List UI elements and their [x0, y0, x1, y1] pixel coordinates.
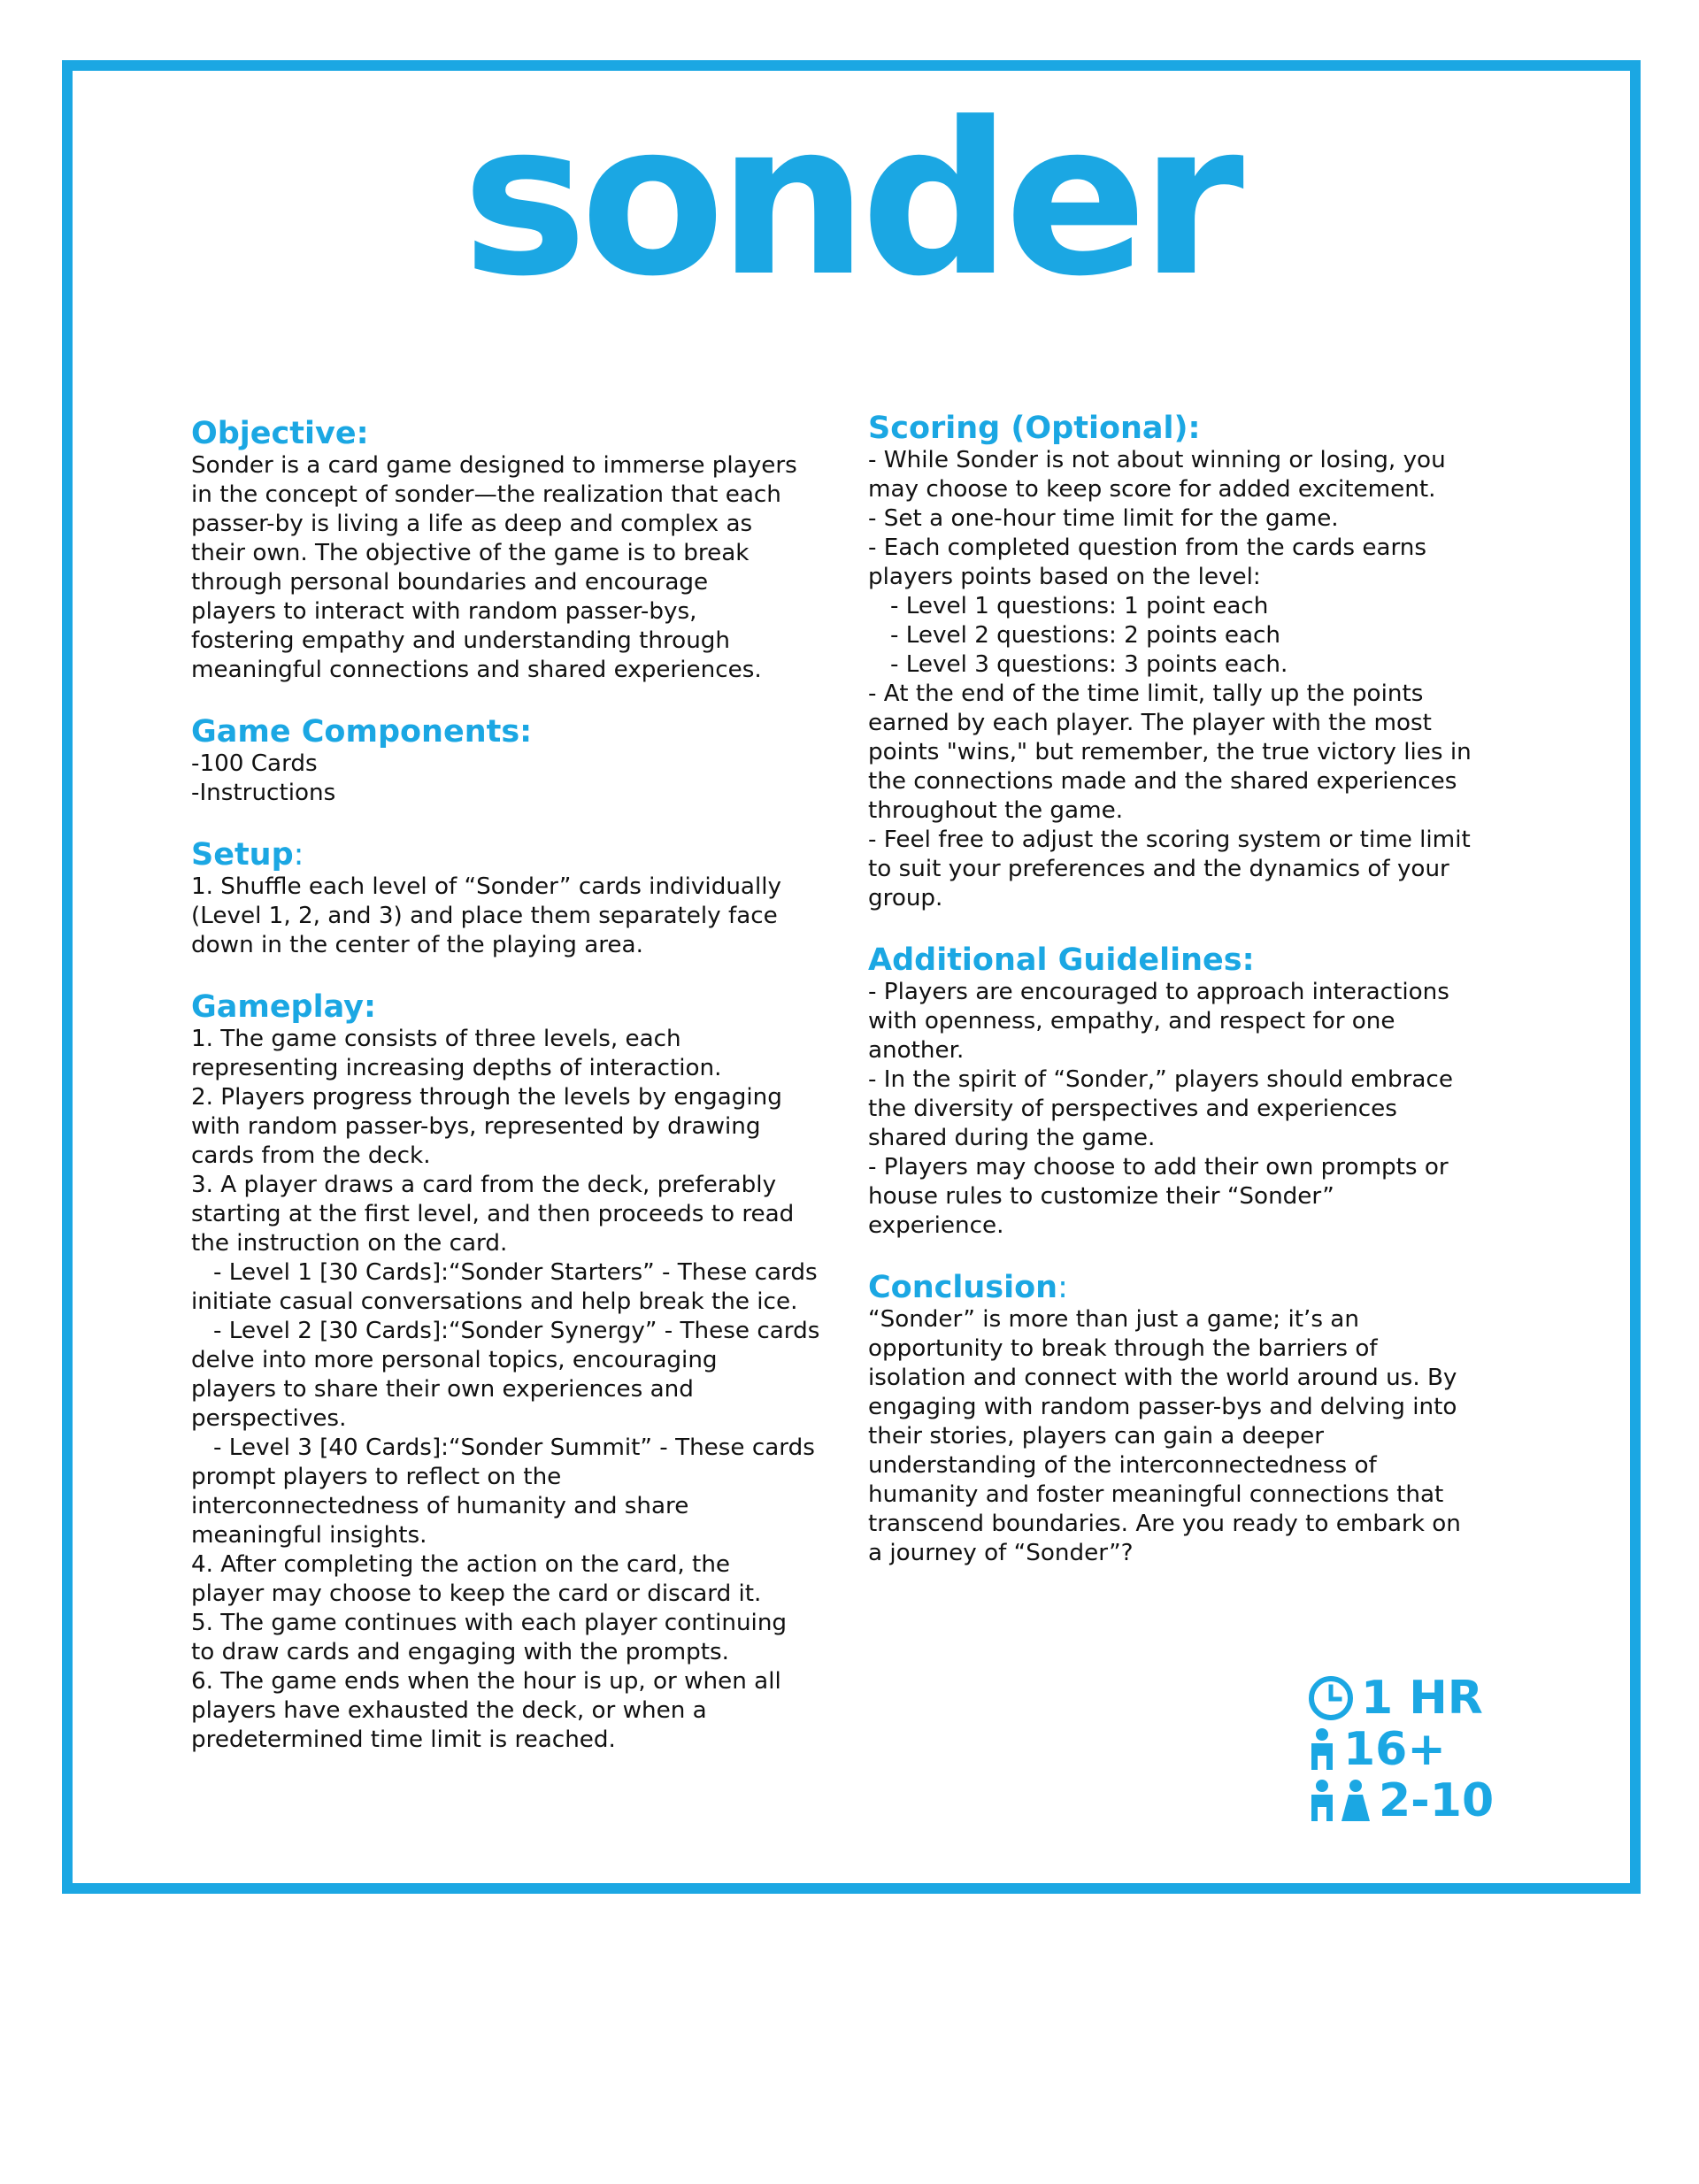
text-line: in the concept of sonder—the realization that each — [191, 481, 781, 508]
clock-icon — [1308, 1675, 1354, 1721]
section-heading — [868, 942, 1514, 978]
text-line: - Players may choose to add their own prompts or — [868, 1154, 1449, 1180]
section-heading — [191, 989, 837, 1025]
age-badge — [1308, 1724, 1538, 1775]
section-heading — [868, 1270, 1514, 1305]
text-line: group. — [868, 885, 943, 911]
section-heading — [191, 837, 837, 873]
section-heading-text: Conclusion — [868, 1270, 1058, 1305]
text-line: - Set a one-hour time limit for the game. — [868, 505, 1339, 532]
text-line: starting at the first level, and then proceeds to read — [191, 1201, 795, 1227]
text-line: players points based on the level: — [868, 564, 1261, 590]
text-line: - Level 1 questions: 1 point each — [868, 593, 1269, 619]
text-line: isolation and connect with the world around us. By — [868, 1365, 1457, 1391]
section-heading-suffix: : — [293, 837, 304, 873]
text-line: points "wins," but remember, the true victory lies in — [868, 739, 1472, 765]
right-column — [868, 411, 1514, 1597]
text-line: - Level 2 [30 Cards]:“Sonder Synergy” - These cards — [191, 1318, 820, 1344]
text-line: -100 Cards — [191, 750, 318, 777]
text-line: 6. The game ends when the hour is up, or when all — [191, 1668, 781, 1695]
text-line: -Instructions — [191, 780, 336, 806]
text-line: a journey of “Sonder”? — [868, 1540, 1134, 1566]
game-logo: sonder — [462, 78, 1237, 323]
text-line: their stories, players can gain a deeper — [868, 1423, 1324, 1450]
text-line: the instruction on the card. — [191, 1230, 508, 1257]
text-line: - Feel free to adjust the scoring system or time limit — [868, 827, 1471, 853]
text-line: another. — [868, 1037, 965, 1064]
text-line: meaningful insights. — [191, 1522, 427, 1549]
left-column — [191, 416, 837, 1784]
players-badge — [1308, 1775, 1538, 1826]
players-text: 2-10 — [1379, 1774, 1495, 1827]
text-line: delve into more personal topics, encouraging — [191, 1347, 718, 1373]
text-line: the diversity of perspectives and experiences — [868, 1096, 1397, 1122]
text-line: - In the spirit of “Sonder,” players should embrace — [868, 1066, 1453, 1093]
section-heading-text: Objective: — [191, 416, 369, 451]
section — [868, 942, 1514, 1241]
person-icon — [1308, 1727, 1336, 1772]
section-heading — [191, 416, 837, 451]
text-line: interconnectedness of humanity and share — [191, 1493, 689, 1519]
text-line: - Level 3 questions: 3 points each. — [868, 651, 1288, 678]
text-line: to draw cards and engaging with the prompts. — [191, 1639, 729, 1665]
section-heading-text: Setup — [191, 837, 294, 873]
text-line: players have exhausted the deck, or when a — [191, 1697, 707, 1724]
text-line: player may choose to keep the card or discard it. — [191, 1580, 762, 1607]
section — [191, 989, 837, 1755]
text-line: experience. — [868, 1212, 1004, 1239]
text-line: fostering empathy and understanding through — [191, 627, 731, 654]
text-line: transcend boundaries. Are you ready to embark on — [868, 1511, 1461, 1537]
text-line: 1. The game consists of three levels, each — [191, 1026, 681, 1052]
age-text: 16+ — [1343, 1723, 1446, 1776]
game-info-badges — [1308, 1673, 1538, 1826]
text-line: 1. Shuffle each level of “Sonder” cards individually — [191, 873, 782, 900]
text-line: may choose to keep score for added excitement. — [868, 476, 1436, 503]
text-line: their own. The objective of the game is to break — [191, 540, 750, 566]
text-line: cards from the deck. — [191, 1142, 431, 1169]
section-heading — [868, 411, 1514, 446]
text-line: engaging with random passer-bys and delving into — [868, 1394, 1457, 1420]
text-line: - Level 2 questions: 2 points each — [868, 622, 1281, 649]
section-heading-suffix: : — [1057, 1270, 1068, 1305]
text-line: meaningful connections and shared experiences. — [191, 657, 762, 683]
text-line: 5. The game continues with each player continuing — [191, 1610, 788, 1636]
text-line: players to share their own experiences and — [191, 1376, 694, 1403]
section — [191, 416, 837, 685]
text-line: - Level 1 [30 Cards]:“Sonder Starters” - These cards — [191, 1259, 818, 1286]
text-line: the connections made and the shared experiences — [868, 768, 1457, 795]
duration-text: 1 HR — [1361, 1672, 1483, 1725]
text-line: players to interact with random passer-bys, — [191, 598, 697, 625]
text-line: throughout the game. — [868, 797, 1124, 824]
text-line: perspectives. — [191, 1405, 347, 1432]
text-line: 4. After completing the action on the card, the — [191, 1551, 731, 1578]
text-line: passer-by is living a life as deep and complex as — [191, 511, 753, 537]
text-line: - Level 3 [40 Cards]:“Sonder Summit” - These cards — [191, 1434, 815, 1461]
section-heading — [191, 714, 837, 750]
text-line: - Each completed question from the cards earns — [868, 534, 1427, 561]
text-line: down in the center of the playing area. — [191, 932, 643, 958]
text-line: house rules to customize their “Sonder” — [868, 1183, 1334, 1210]
section-heading-text: Gameplay: — [191, 989, 376, 1025]
text-line: to suit your preferences and the dynamics of your — [868, 856, 1449, 882]
text-line: 3. A player draws a card from the deck, preferably — [191, 1172, 777, 1198]
text-line: understanding of the interconnectedness of — [868, 1452, 1377, 1479]
text-line: (Level 1, 2, and 3) and place them separately face — [191, 903, 778, 929]
text-line: prompt players to reflect on the — [191, 1464, 562, 1490]
text-line: - At the end of the time limit, tally up the points — [868, 681, 1424, 707]
section — [868, 1270, 1514, 1568]
section — [191, 837, 837, 960]
text-line: - Players are encouraged to approach interactions — [868, 979, 1449, 1005]
section-heading-text: Additional Guidelines: — [868, 942, 1255, 978]
text-line: predetermined time limit is reached. — [191, 1726, 616, 1753]
text-line: initiate casual conversations and help break the ice. — [191, 1288, 798, 1315]
text-line: Sonder is a card game designed to immerse players — [191, 452, 797, 479]
text-line: through personal boundaries and encourage — [191, 569, 709, 596]
text-line: with random passer-bys, represented by drawing — [191, 1113, 761, 1140]
text-line: 2. Players progress through the levels by engaging — [191, 1084, 782, 1111]
text-line: shared during the game. — [868, 1125, 1156, 1151]
section-heading-text: Game Components: — [191, 714, 533, 750]
text-line: with openness, empathy, and respect for one — [868, 1008, 1395, 1034]
text-line: opportunity to break through the barriers of — [868, 1335, 1378, 1362]
section — [868, 411, 1514, 913]
section — [191, 714, 837, 808]
section-heading-text: Scoring (Optional): — [868, 411, 1201, 446]
text-line: humanity and foster meaningful connections that — [868, 1481, 1444, 1508]
text-line: representing increasing depths of interaction. — [191, 1055, 722, 1081]
text-line: - While Sonder is not about winning or losing, you — [868, 447, 1446, 473]
text-line: earned by each player. The player with the most — [868, 710, 1432, 736]
two-people-icon — [1308, 1779, 1372, 1823]
text-line: “Sonder” is more than just a game; it’s an — [868, 1306, 1359, 1333]
duration-badge — [1308, 1673, 1538, 1724]
